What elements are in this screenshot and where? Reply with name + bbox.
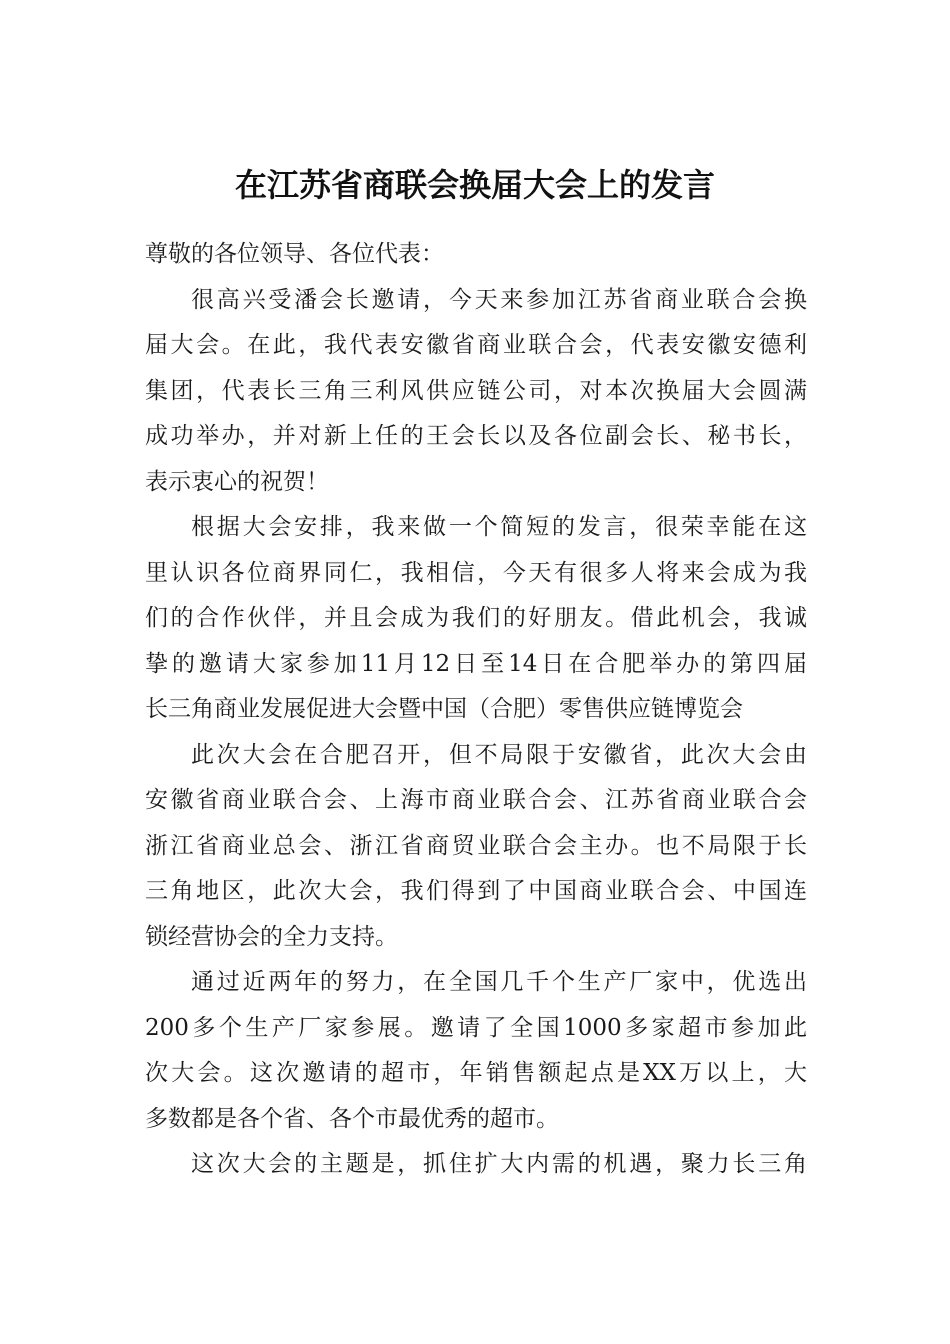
paragraph-5: [145, 1142, 807, 1188]
text-line: 表示衷心的祝贺！: [145, 468, 329, 495]
paragraph-4: [145, 960, 807, 1142]
salutation-line: 尊敬的各位领导、各位代表：: [145, 241, 444, 267]
text-line: 200多个生产厂家参展。邀请了全国1000多家超市参加此: [145, 1014, 807, 1041]
text-line: 届大会。在此，我代表安徽省商业联合会，代表安徽安德利: [145, 332, 807, 358]
paragraph-1: [145, 278, 807, 506]
text-line: 挚的邀请大家参加11月12日至14日在合肥举办的第四届: [145, 650, 807, 677]
salutation: [145, 232, 807, 278]
text-line: 集团，代表长三角三利风供应链公司，对本次换届大会圆满: [145, 377, 807, 404]
document-title: 在江苏省商联会换届大会上的发言: [234, 166, 715, 204]
text-line: 根据大会安排，我来做一个简短的发言，很荣幸能在这: [191, 514, 807, 540]
paragraph-2: [145, 505, 807, 733]
text-line: 浙江省商业总会、浙江省商贸业联合会主办。也不局限于长: [145, 832, 807, 859]
text-line: 成功举办，并对新上任的王会长以及各位副会长、秘书长，: [145, 423, 807, 449]
text-line: 此次大会在合肥召开，但不局限于安徽省，此次大会由: [191, 741, 807, 768]
text-line: 通过近两年的努力，在全国几千个生产厂家中，优选出: [191, 969, 807, 995]
text-line: 安徽省商业联合会、上海市商业联合会、江苏省商业联合会: [145, 787, 807, 813]
text-line: 多数都是各个省、各个市最优秀的超市。: [145, 1105, 559, 1132]
text-line: 三角地区，此次大会，我们得到了中国商业联合会、中国连: [145, 878, 807, 904]
text-line: 这次大会的主题是，抓住扩大内需的机遇，聚力长三角: [191, 1151, 807, 1177]
document-body: [145, 232, 807, 1188]
text-line: 很高兴受潘会长邀请，今天来参加江苏省商业联合会换: [191, 286, 807, 313]
paragraph-3: [145, 733, 807, 961]
text-line: 次大会。这次邀请的超市，年销售额起点是XX万以上，大: [145, 1060, 807, 1086]
text-line: 锁经营协会的全力支持。: [145, 923, 398, 950]
text-line: 里认识各位商界同仁，我相信，今天有很多人将来会成为我: [145, 559, 807, 586]
text-line: 长三角商业发展促进大会暨中国（合肥）零售供应链博览会: [145, 696, 743, 722]
text-line: 们的合作伙伴，并且会成为我们的好朋友。借此机会，我诚: [145, 605, 807, 631]
